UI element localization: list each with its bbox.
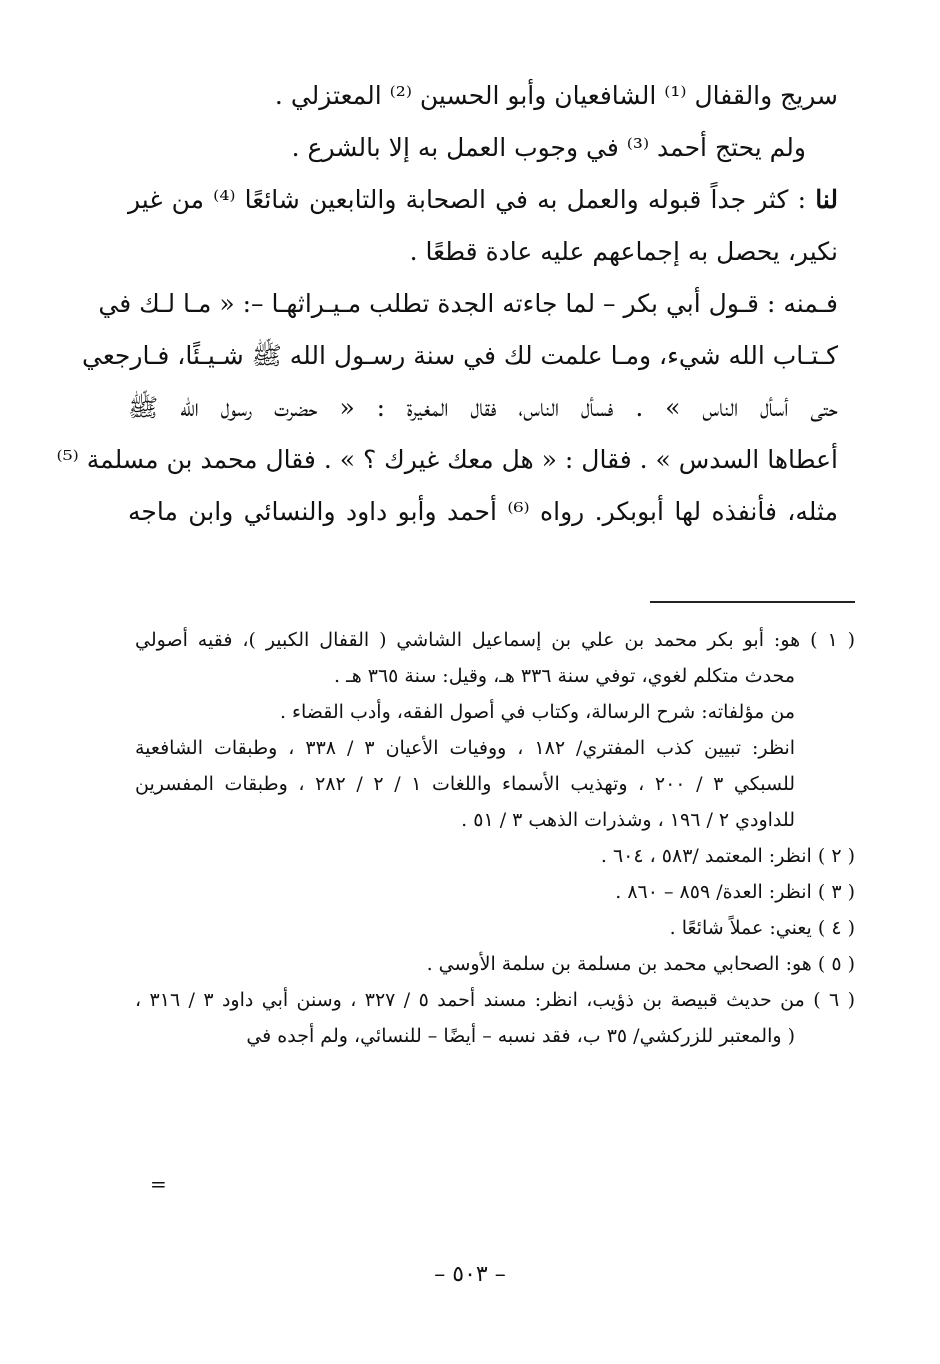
footnote-1-line-4: انظر: تبيين كذب المفتري/ ١٨٢ ، ووفيات الأعيان ٣ / ٣٣٨ ، وطبقات الشافعية <box>135 737 796 759</box>
footnote-6-line-1: ( ٦ ) من حديث قبيصة بن ذؤيب، انظر: مسند أحمد ٥ / ٣٢٧ ، وسنن أبي داود ٣ / ٣١٦ ، <box>135 989 856 1011</box>
footnote-1-line-2: محدث متكلم لغوي، توفي سنة ٣٣٦ هـ، وقيل: سنة ٣٦٥ هـ . <box>334 665 795 687</box>
continuation-mark: = <box>150 1172 167 1196</box>
footnote-separator <box>650 601 855 603</box>
footnote-4: ( ٤ ) يعني: عملاً شائعًا . <box>669 917 855 939</box>
main-line-4: نكير، يحصل به إجماعهم عليه عادة قطعًا . <box>409 237 838 266</box>
footnote-2: ( ٢ ) انظر: المعتمد /٥٨٣ ، ٦٠٤ . <box>600 845 855 867</box>
lana-keyword: لنا <box>815 185 838 214</box>
main-line-8: أعطاها السدس » . فقال : « هل معك غيرك ؟ » . فقال محمد بن مسلمة ⁽⁵⁾ <box>56 445 838 474</box>
footnote-1-line-1: ( ١ ) هو: أبو بكر محمد بن علي بن إسماعيل الشاشي ( القفال الكبير )، فقيه أصولي <box>135 629 856 651</box>
main-line-2: ولم يحتج أحمد ⁽³⁾ في وجوب العمل به إلا بالشرع . <box>291 133 806 162</box>
footnote-1-line-3: من مؤلفاته: شرح الرسالة، وكتاب في أصول الفقه، وأدب القضاء . <box>279 701 795 723</box>
footnotes <box>135 622 855 1054</box>
footnote-3: ( ٣ ) انظر: العدة/ ٨٥٩ – ٨٦٠ . <box>615 881 855 903</box>
footnote-5: ( ٥ ) هو: الصحابي محمد بن مسلمة بن سلمة الأوسي . <box>426 953 855 975</box>
main-line-7: حتى أسأل الناس » . فسأل الناس، فقال المغيرة : « حضرت رسول الله ﷺ <box>128 393 838 422</box>
main-text <box>56 70 838 538</box>
main-line-1: سريج والقفال ⁽¹⁾ الشافعيان وأبو الحسين ⁽²⁾ المعتزلي . <box>274 81 838 110</box>
main-line-6: كـتـاب الله شيء، ومـا علمت لك في سنة رسـول الله ﷺ شـيـئًا، فـارجعي <box>82 341 838 370</box>
main-line-5: فـمنه : قـول أبي بكر – لما جاءته الجدة تطلب مـيـراثهـا –: « مـا لـك في <box>98 289 838 318</box>
footnote-1-line-6: للداودي ٢ / ١٩٦ ، وشذرات الذهب ٣ / ٥١ . <box>461 809 795 831</box>
footnote-6-line-2: ( والمعتبر للزركشي/ ٣٥ ب، فقد نسبه – أيضًا – للنسائي، ولم أجده في <box>246 1025 795 1047</box>
main-line-3: لنا : كثر جداً قبوله والعمل به في الصحابة والتابعين شائعًا ⁽⁴⁾ من غير <box>128 185 838 214</box>
page-number: – ٥٠٣ – <box>434 1262 506 1287</box>
main-line-9: مثله، فأنفذه لها أبوبكر. رواه ⁽⁶⁾ أحمد وأبو داود والنسائي وابن ماجه <box>128 497 838 526</box>
footnote-1-line-5: للسبكي ٣ / ٢٠٠ ، وتهذيب الأسماء واللغات ١ / ٢ / ٢٨٢ ، وطبقات المفسرين <box>135 773 796 795</box>
